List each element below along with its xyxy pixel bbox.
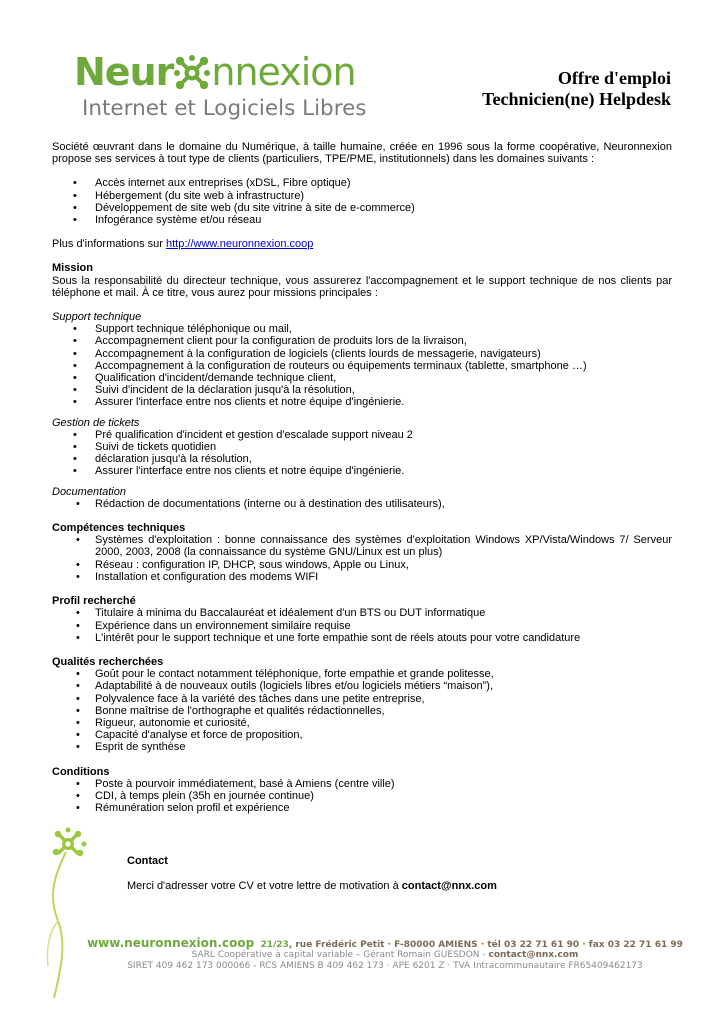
footer-registration-line: SIRET 409 462 173 000066 - RCS AMIENS B 409 462 173 · APE 6201 Z · TVA Intracommunautaire FR65409462173: [127, 961, 643, 971]
more-info-line: Plus d'informations sur http://www.neuronnexion.coop: [52, 238, 314, 251]
list-item: • Assurer l'interface entre nos clients et notre équipe d'ingénierie.: [73, 465, 405, 478]
bullet-icon: •: [73, 428, 77, 441]
list-item: • Réseau : configuration IP, DHCP, sous windows, Apple ou Linux,: [76, 558, 409, 571]
conditions-list: [52, 778, 672, 815]
contact-heading: Contact: [127, 855, 168, 867]
bullet-icon: •: [73, 396, 77, 409]
bullet-icon: •: [76, 619, 80, 632]
intro-paragraph: Société œuvrant dans le domaine du Numérique, à taille humaine, créée en 1996 sous la forme coopérative, Neuronnexion propose ses services à tout type de clients (particuliers, TPE/PME, institutionnels) dans les domaines suivants :: [52, 141, 672, 166]
job-title: [482, 68, 671, 110]
list-item: • Capacité d'analyse et force de proposition,: [76, 729, 303, 742]
list-item: • Pré qualification d'incident et gestion d'escalade support niveau 2: [73, 428, 413, 441]
list-item: • Support technique téléphonique ou mail,: [73, 323, 292, 336]
bullet-icon: •: [76, 607, 80, 620]
logo-wordmark: [74, 46, 356, 98]
bullet-icon: •: [76, 692, 80, 705]
list-item: • Accompagnement client pour la configuration de produits lors de la livraison,: [73, 335, 467, 348]
competences-heading: Compétences techniques: [52, 522, 186, 535]
bullet-icon: •: [76, 558, 80, 571]
logo-word-start: Neur: [74, 50, 174, 94]
gear-flower-icon: [174, 55, 210, 91]
bullet-icon: •: [73, 335, 77, 348]
bullet-icon: •: [73, 372, 77, 385]
list-item: • Assurer l'interface entre nos clients et notre équipe d'ingénierie.: [73, 396, 405, 409]
bullet-icon: •: [76, 704, 80, 717]
documentation-heading: Documentation: [52, 485, 126, 498]
profil-list: [52, 607, 672, 644]
list-item: • Suivi d'incident de la déclaration jusqu'à la résolution,: [73, 384, 355, 397]
bullet-icon: •: [76, 497, 80, 510]
list-item: • L'intérêt pour le support technique et une forte empathie sont de réels atouts pour votre candidature: [76, 631, 581, 644]
contact-text: Merci d'adresser votre CV et votre lettre de motivation à contact@nnx.com: [127, 880, 497, 892]
competences-list: [52, 534, 672, 583]
bullet-icon: •: [73, 359, 77, 372]
services-list: [52, 177, 672, 226]
list-item: • Rigueur, autonomie et curiosité,: [76, 716, 250, 729]
list-item: • Accompagnement à la configuration de routeurs ou équipements terminaux (tablette, smartphone …): [73, 359, 587, 372]
bullet-icon: •: [73, 201, 77, 214]
list-item: • Titulaire à minima du Baccalauréat et idéalement d'un BTS ou DUT informatique: [76, 607, 486, 620]
conditions-heading: Conditions: [52, 765, 110, 778]
footer-website[interactable]: www.neuronnexion.coop: [87, 936, 255, 950]
bullet-icon: •: [73, 189, 77, 202]
website-link[interactable]: http://www.neuronnexion.coop: [165, 238, 314, 251]
bullet-icon: •: [76, 716, 80, 729]
footer-address-line: www.neuronnexion.coop 21/23, rue Frédéric Petit · F-80000 AMIENS · tél 03 22 71 61 90 · fax 03 22 71 61 99: [87, 936, 683, 950]
list-item: • Rédaction de documentations (interne ou à destination des utilisateurs),: [76, 497, 445, 510]
vine-flower-decoration: [44, 826, 104, 1006]
list-item: • Qualification d'incident/demande technique client,: [73, 372, 337, 385]
list-item: • Esprit de synthèse: [76, 741, 186, 754]
contact-email[interactable]: contact@nnx.com: [401, 880, 497, 892]
list-item: • Installation et configuration des modems WIFI: [76, 570, 319, 583]
bullet-icon: •: [73, 465, 77, 478]
bullet-icon: •: [76, 789, 80, 802]
bullet-icon: •: [76, 570, 80, 583]
documentation-list: [52, 498, 672, 510]
tickets-list: [52, 429, 672, 478]
job-title-line2: Technicien(ne) Helpdesk: [482, 89, 671, 109]
bullet-icon: •: [73, 441, 77, 454]
bullet-icon: •: [76, 802, 80, 815]
bullet-icon: •: [76, 777, 80, 790]
list-item: • Polyvalence face à la variété des tâches dans une petite entreprise,: [76, 692, 425, 705]
bullet-icon: •: [76, 729, 80, 742]
list-item: • Poste à pourvoir immédiatement, basé à Amiens (centre ville): [76, 777, 395, 790]
company-logo: [74, 46, 367, 126]
support-list: [52, 323, 672, 408]
job-offer-body: [52, 141, 672, 814]
list-item: • Accès internet aux entreprises (xDSL, Fibre optique): [73, 177, 351, 190]
mission-paragraph: Sous la responsabilité du directeur technique, vous assurerez l'accompagnement et le support technique de nos clients par téléphone et mail. À ce titre, vous aurez pour missions principales :: [52, 274, 672, 299]
bullet-icon: •: [76, 631, 80, 644]
bullet-icon: •: [76, 680, 80, 693]
bullet-icon: •: [76, 741, 80, 754]
bullet-icon: •: [76, 668, 80, 681]
profil-heading: Profil recherché: [52, 595, 136, 608]
bullet-icon: •: [73, 214, 77, 227]
logo-tagline: Internet et Logiciels Libres: [82, 96, 367, 121]
footer-legal-line: SARL Coopérative à capital variable – Gérant Romain GUESDON - contact@nnx.com: [191, 950, 579, 960]
list-item: • Accompagnement à la configuration de logiciels (clients lourds de messagerie, navigateurs): [73, 347, 541, 360]
qualites-heading: Qualités recherchées: [52, 655, 164, 668]
job-title-line1: Offre d'emploi: [557, 68, 671, 88]
list-item: • Rémunération selon profil et expérience: [76, 802, 290, 815]
tickets-heading: Gestion de tickets: [52, 416, 140, 429]
logo-word-end: nnexion: [211, 50, 356, 94]
list-item: • Suivi de tickets quotidien: [73, 441, 217, 454]
qualites-list: [52, 668, 672, 753]
list-item: • Expérience dans un environnement similaire requise: [76, 619, 351, 632]
mission-heading: Mission: [52, 262, 93, 275]
list-item: • Infogérance système et/ou réseau: [73, 214, 262, 227]
list-item: • Développement de site web (du site vitrine à site de e-commerce): [73, 201, 415, 214]
bullet-icon: •: [73, 453, 77, 466]
list-item: • Goût pour le contact notamment téléphonique, forte empathie et grande politesse,: [76, 668, 494, 681]
bullet-icon: •: [73, 347, 77, 360]
footer: [60, 936, 710, 972]
bullet-icon: •: [73, 177, 77, 190]
list-item: • Bonne maîtrise de l'orthographe et qualités rédactionnelles,: [76, 704, 385, 717]
bullet-icon: •: [73, 323, 77, 336]
footer-email[interactable]: contact@nnx.com: [488, 950, 579, 960]
bullet-icon: •: [73, 384, 77, 397]
contact-section: [127, 855, 497, 893]
list-item: • déclaration jusqu'à la résolution,: [73, 453, 252, 466]
list-item: • CDI, à temps plein (35h en journée continue): [76, 789, 314, 802]
list-item: • Systèmes d'exploitation : bonne connaissance des systèmes d'exploitation Windows XP/Vista/Windows 7/ Serveur 2000, 2003, 2008 (la connaissance du système GNU/Linux est un plus): [76, 534, 672, 559]
support-heading: Support technique: [52, 311, 142, 324]
list-item: • Hébergement (du site web à infrastructure): [73, 189, 305, 202]
list-item: • Adaptabilité à de nouveaux outils (logiciels libres et/ou logiciels métiers “maison”),: [76, 680, 494, 693]
bullet-icon: •: [76, 534, 80, 547]
